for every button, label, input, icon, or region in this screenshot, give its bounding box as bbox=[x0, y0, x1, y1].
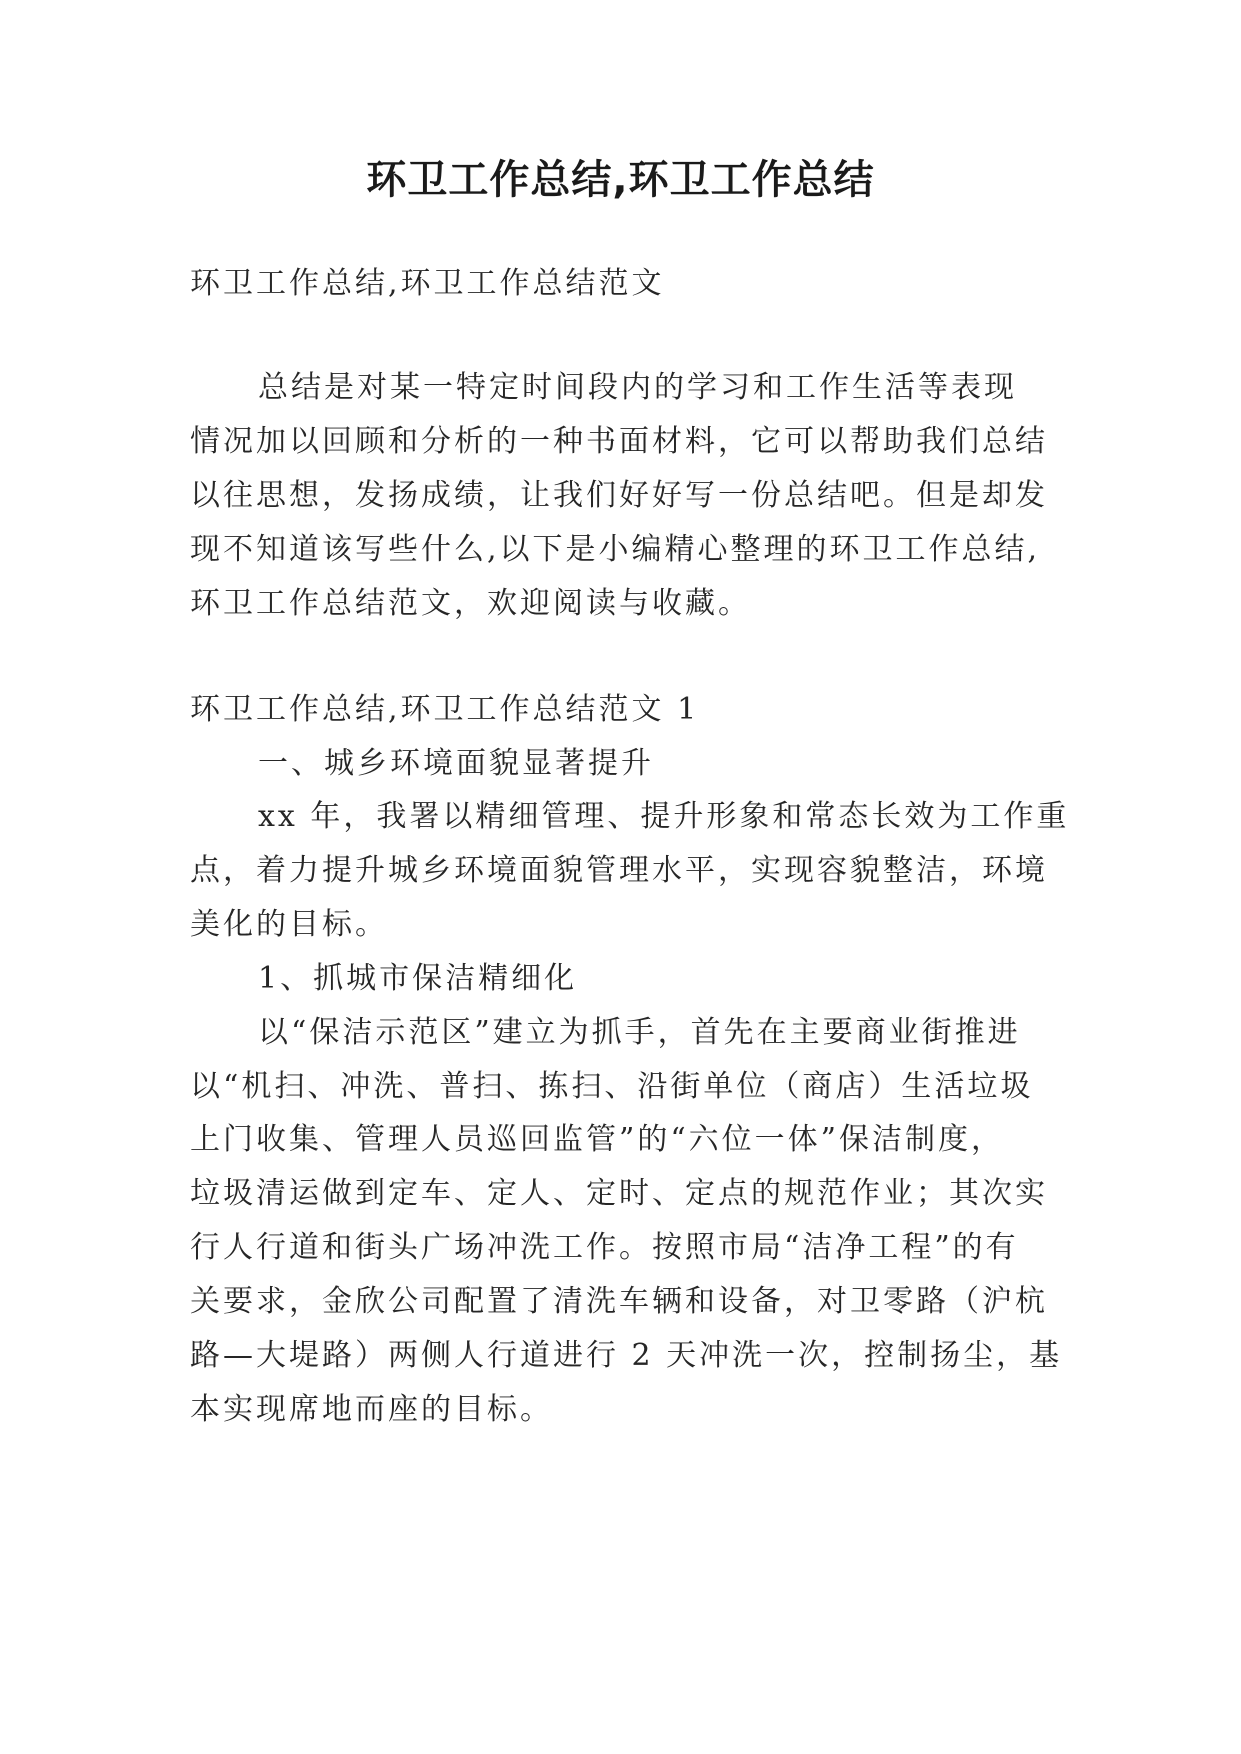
paragraph-line: 路—大堤路）两侧人行道进行 2 天冲洗一次，控制扬尘，基 bbox=[190, 1338, 1063, 1373]
paragraph-line: 行人行道和街头广场冲洗工作。按照市局“洁净工程”的有 bbox=[190, 1230, 1019, 1265]
subheading: 1、抓城市保洁精细化 bbox=[258, 961, 578, 996]
paragraph-line: 本实现席地而座的目标。 bbox=[190, 1392, 553, 1427]
paragraph-line: 垃圾清运做到定车、定人、定时、定点的规范作业；其次实 bbox=[190, 1176, 1048, 1211]
document-subtitle: 环卫工作总结,环卫工作总结范文 bbox=[190, 266, 665, 301]
paragraph-line: 以“保洁示范区”建立为抓手，首先在主要商业街推进 bbox=[258, 1015, 1021, 1050]
paragraph-line: 点，着力提升城乡环境面貌管理水平，实现容貌整洁，环境 bbox=[190, 853, 1048, 888]
intro-line: 环卫工作总结范文，欢迎阅读与收藏。 bbox=[190, 586, 751, 621]
intro-line: 总结是对某一特定时间段内的学习和工作生活等表现 bbox=[258, 370, 1017, 405]
paragraph-line: xx 年，我署以精细管理、提升形象和常态长效为工作重 bbox=[258, 799, 1070, 834]
paragraph-line: 关要求，金欣公司配置了清洗车辆和设备，对卫零路（沪杭 bbox=[190, 1284, 1048, 1319]
paragraph-line: 以“机扫、冲洗、普扫、拣扫、沿街单位（商店）生活垃圾 bbox=[190, 1069, 1034, 1104]
paragraph-line: 美化的目标。 bbox=[190, 907, 388, 942]
section-title: 环卫工作总结,环卫工作总结范文 1 bbox=[190, 692, 700, 727]
intro-line: 现不知道该写些什么,以下是小编精心整理的环卫工作总结, bbox=[190, 532, 1041, 567]
paragraph-line: 上门收集、管理人员巡回监管”的“六位一体”保洁制度， bbox=[190, 1122, 1005, 1157]
document-title: 环卫工作总结,环卫工作总结 bbox=[366, 157, 875, 203]
intro-line: 以往思想，发扬成绩，让我们好好写一份总结吧。但是却发 bbox=[190, 478, 1048, 513]
intro-line: 情况加以回顾和分析的一种书面材料，它可以帮助我们总结 bbox=[190, 424, 1048, 459]
section-heading: 一、城乡环境面貌显著提升 bbox=[258, 746, 654, 781]
